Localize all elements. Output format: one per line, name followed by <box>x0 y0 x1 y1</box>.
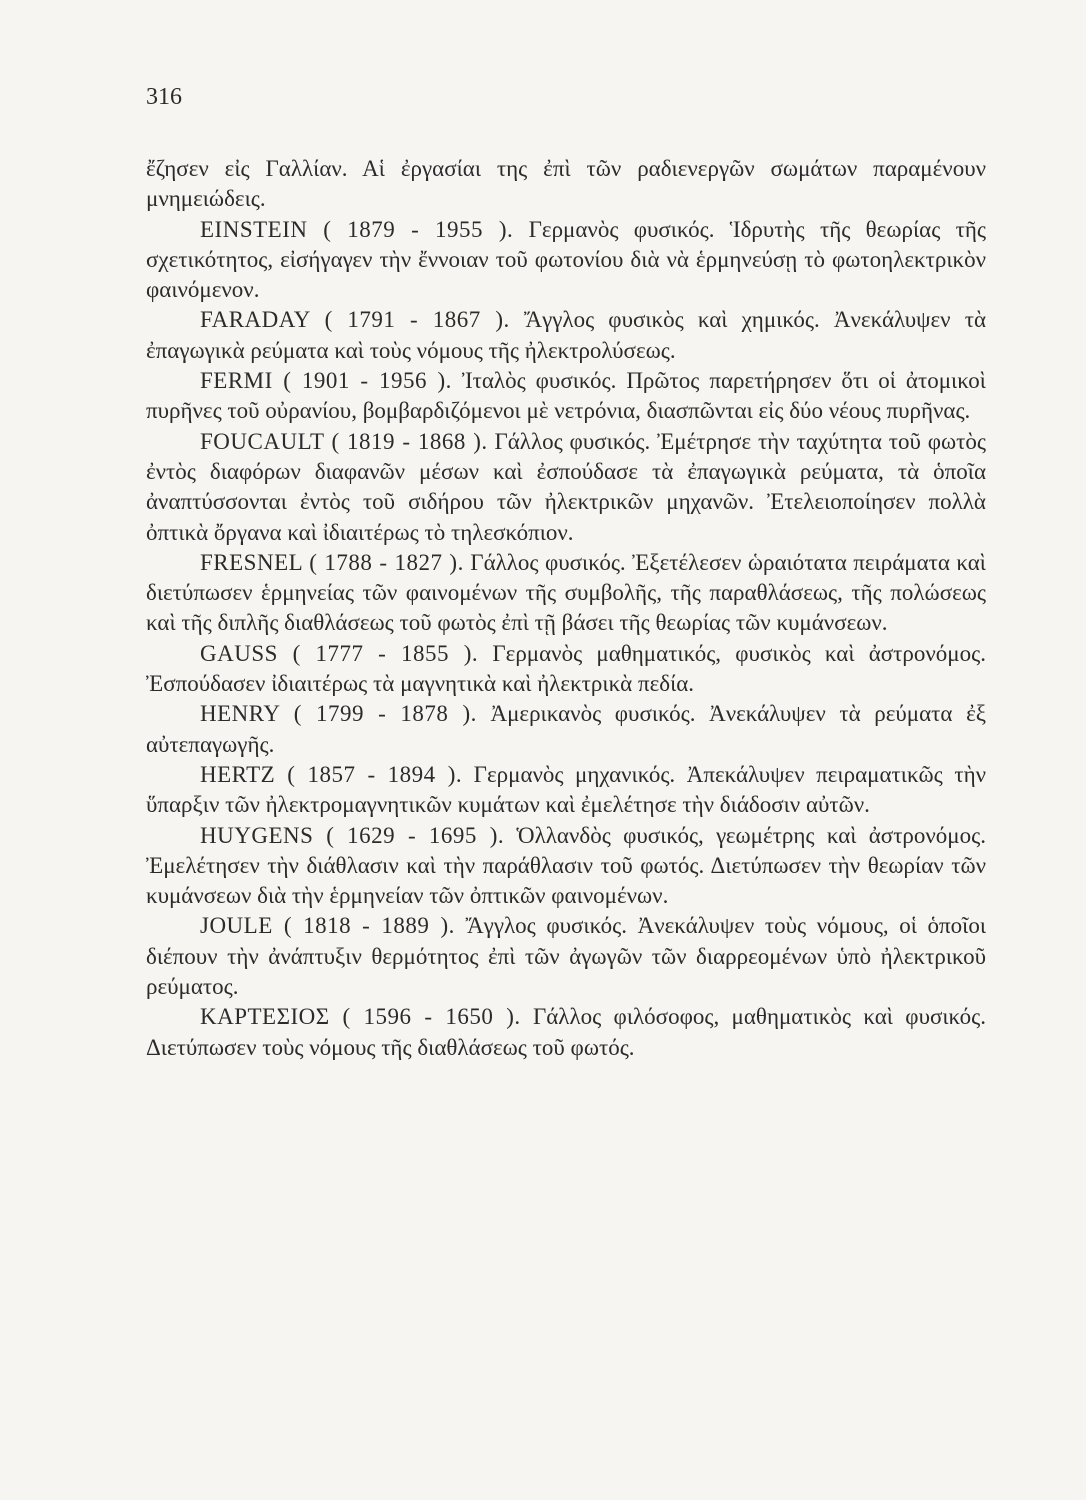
paragraph-text: ἔζησεν εἰς Γαλλίαν. Αἱ ἐργασίαι της ἐπὶ τῶν ραδιενεργῶν σωμάτων παραμένουν μνημειώδεις. <box>146 156 986 212</box>
entry-text: Γερμανὸς φυσικός. Ἱδρυτὴς τῆς θεωρίας τῆς σχετικότητος, εἰσήγαγεν τὴν ἔννοιαν τοῦ φωτονίου διὰ νὰ ἑρμηνεύσῃ τὸ φωτοηλεκτρικὸν φαινόμενον. <box>146 216 986 303</box>
entry-name: JOULE ( 1818 - 1889 ). <box>200 913 455 939</box>
entry-text: Ἰταλὸς φυσικός. Πρῶτος παρετήρησεν ὅτι οἱ ἀτομικοὶ πυρῆνες τοῦ οὐρανίου, βομβαρδιζόμενοι μὲ νετρόνια, διασπῶνται εἰς δύο νέους πυρῆνας. <box>146 368 986 424</box>
entry-text: Γάλλος φυσικός. Ἐμέτρησε τὴν ταχύτητα τοῦ φωτὸς ἐντὸς διαφόρων διαφανῶν μέσων καὶ ἐσπούδασε τὰ ἐπαγωγικὰ ρεύματα, τὰ ὁποῖα ἀναπτύσσονται ἐντὸς τοῦ σιδήρου τῶν ἠλεκτρικῶν μηχανῶν. Ἐτελειοποίησεν πολλὰ ὀπτικὰ ὄργανα καὶ ἰδιαιτέρως τὸ τηλεσκόπιον. <box>146 428 986 545</box>
page-number: 316 <box>146 84 182 110</box>
entry-einstein <box>146 215 986 306</box>
entry-faraday <box>146 305 986 366</box>
entry-henry <box>146 699 986 760</box>
entry-name: FRESNEL ( 1788 - 1827 ). <box>200 549 464 575</box>
entry-name: ΚΑΡΤΕΣΙΟΣ ( 1596 - 1650 ). <box>200 1004 521 1030</box>
entry-text: Ἄγγλος φυσικὸς καὶ χημικός. Ἀνεκάλυψεν τὰ ἐπαγωγικὰ ρεύματα καὶ τοὺς νόμους τῆς ἠλεκτρολύσεως. <box>146 307 986 363</box>
entry-gauss <box>146 639 986 700</box>
entry-name: GAUSS ( 1777 - 1855 ). <box>200 640 479 666</box>
entry-name: HENRY ( 1799 - 1878 ). <box>200 701 477 727</box>
paragraph-continuation <box>146 154 986 215</box>
entry-text: Γάλλος φιλόσοφος, μαθηματικὸς καὶ φυσικός. Διετύπωσεν τοὺς νόμους τῆς διαθλάσεως τοῦ φωτός. <box>146 1004 986 1060</box>
entry-name: EINSTEIN ( 1879 - 1955 ). <box>200 216 514 242</box>
entry-name: FARADAY ( 1791 - 1867 ). <box>200 307 510 333</box>
entry-text: Ἀμερικανὸς φυσικός. Ἀνεκάλυψεν τὰ ρεύματα ἐξ αὐτεπαγωγῆς. <box>146 701 986 757</box>
entry-name: HUYGENS ( 1629 - 1695 ). <box>200 822 505 848</box>
entry-name: HERTZ ( 1857 - 1894 ). <box>200 761 463 787</box>
entry-text: Γερμανὸς μηχανικός. Ἀπεκάλυψεν πειραματικῶς τὴν ὕπαρξιν τῶν ἠλεκτρομαγνητικῶν κυμάτων καὶ ἐμελέτησε τὴν διάδοσιν αὐτῶν. <box>146 761 986 818</box>
entry-hertz <box>146 760 986 821</box>
entry-foucault <box>146 427 986 548</box>
page-body <box>146 154 986 1063</box>
entry-kartesios <box>146 1002 986 1063</box>
entry-huygens <box>146 821 986 912</box>
entry-text: Γάλλος φυσικός. Ἐξετέλεσεν ὡραιότατα πειράματα καὶ διετύπωσεν ἑρμηνείας τῶν φαινομένων τῆς συμβολῆς, τῆς παραθλάσεως, τῆς πολώσεως καὶ τῆς διπλῆς διαθλάσεως τοῦ φωτὸς ἐπὶ τῇ βάσει τῆς θεωρίας τῶν κυμάνσεων. <box>146 549 986 636</box>
entry-fermi <box>146 366 986 427</box>
entry-name: FOUCAULT ( 1819 - 1868 ). <box>200 428 488 454</box>
entry-joule <box>146 911 986 1002</box>
entry-fresnel <box>146 548 986 639</box>
entry-text: Γερμανὸς μαθηματικός, φυσικὸς καὶ ἀστρονόμος. Ἐσπούδασεν ἰδιαιτέρως τὰ μαγνητικὰ καὶ ἠλεκτρικὰ πεδία. <box>146 640 986 697</box>
entry-name: FERMI ( 1901 - 1956 ). <box>200 368 452 394</box>
entry-text: Ὁλλανδὸς φυσικός, γεωμέτρης καὶ ἀστρονόμος. Ἐμελέτησεν τὴν διάθλασιν καὶ τὴν παράθλασιν τοῦ φωτός. Διετύπωσεν τὴν θεωρίαν τῶν κυμάνσεων διὰ τὴν ἑρμηνείαν τῶν ὀπτικῶν φαινομένων. <box>146 822 986 909</box>
entry-text: Ἄγγλος φυσικός. Ἀνεκάλυψεν τοὺς νόμους, οἱ ὁποῖοι διέπουν τὴν ἀνάπτυξιν θερμότητος ἐπὶ τῶν ἀγωγῶν τῶν διαρρεομένων ὑπὸ ἠλεκτρικοῦ ρεύματος. <box>146 913 987 1000</box>
